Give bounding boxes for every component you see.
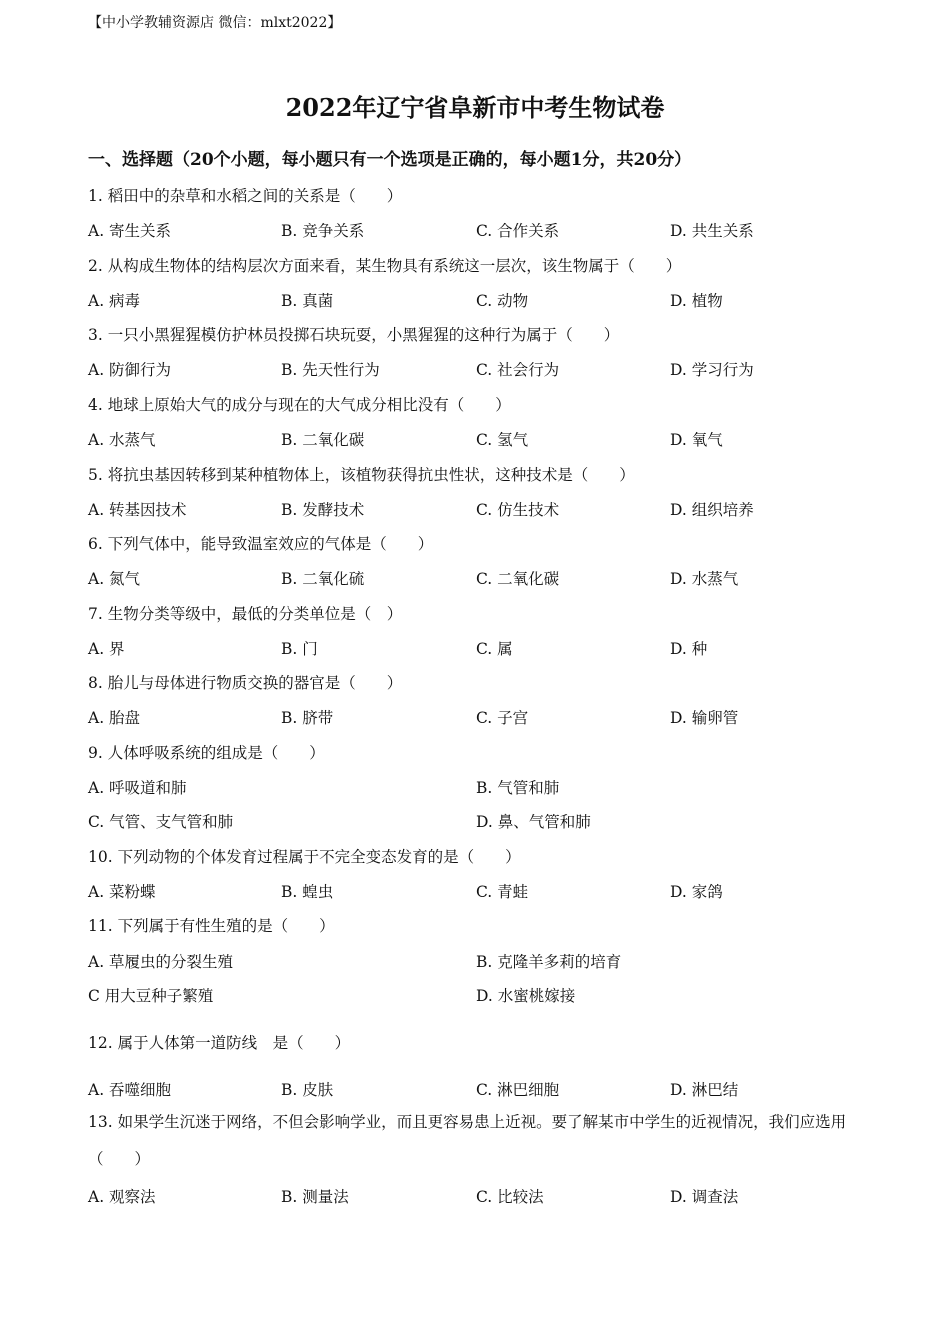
option-a: A. 防御行为 — [88, 361, 172, 379]
option-b: B. 蝗虫 — [281, 883, 334, 901]
option-c: C. 青蛙 — [476, 883, 529, 901]
option-d: D. 氧气 — [670, 431, 723, 449]
option-d: D. 植物 — [670, 292, 723, 310]
option-d: D. 家鸽 — [670, 883, 723, 901]
option-a: A. 氮气 — [88, 570, 141, 588]
question-stem: 2. 从构成生物体的结构层次方面来看，某生物具有系统这一层次，该生物属于（ ） — [88, 257, 682, 275]
option-c: C. 属 — [476, 640, 513, 658]
option-c: C. 合作关系 — [476, 222, 560, 240]
option-c: C. 动物 — [476, 292, 529, 310]
option-a: A. 观察法 — [88, 1188, 156, 1206]
option-a: A. 胎盘 — [88, 709, 141, 727]
page-title: 2022年辽宁省阜新市中考生物试卷 — [285, 93, 665, 122]
option-b: B. 气管和肺 — [476, 779, 560, 797]
option-c: C. 子宫 — [476, 709, 529, 727]
option-c: C 用大豆种子繁殖 — [88, 987, 214, 1005]
question-stem: 3. 一只小黑猩猩模仿护林员投掷石块玩耍，小黑猩猩的这种行为属于（ ） — [88, 326, 620, 344]
option-a: A. 草履虫的分裂生殖 — [88, 953, 234, 971]
option-a: A. 菜粉蝶 — [88, 883, 156, 901]
option-d: D. 鼻、气管和肺 — [476, 813, 591, 831]
option-c: C. 二氧化碳 — [476, 570, 560, 588]
question-stem: 13. 如果学生沉迷于网络，不但会影响学业，而且更容易患上近视。要了解某市中学生的近视情况，我们应选用（ ） — [88, 1113, 847, 1168]
question-stem: 5. 将抗虫基因转移到某种植物体上，该植物获得抗虫性状，这种技术是（ ） — [88, 466, 635, 484]
option-b: B. 门 — [281, 640, 318, 658]
option-d: D. 种 — [670, 640, 708, 658]
option-c: C. 比较法 — [476, 1188, 544, 1206]
option-d: D. 调查法 — [670, 1188, 739, 1206]
option-a: A. 吞噬细胞 — [88, 1081, 172, 1099]
option-a: A. 界 — [88, 640, 125, 658]
option-b: B. 二氧化硫 — [281, 570, 365, 588]
option-d: D. 学习行为 — [670, 361, 754, 379]
header-note: 【中小学教辅资源店 微信：mlxt2022】 — [88, 15, 342, 31]
question-stem: 1. 稻田中的杂草和水稻之间的关系是（ ） — [88, 187, 403, 205]
option-d: D. 水蒸气 — [670, 570, 739, 588]
option-c: C. 氢气 — [476, 431, 529, 449]
question-stem: 12. 属于人体第一道防线 是（ ） — [88, 1034, 351, 1052]
option-d: D. 水蜜桃嫁接 — [476, 987, 576, 1005]
option-c: C. 淋巴细胞 — [476, 1081, 560, 1099]
option-b: B. 发酵技术 — [281, 501, 365, 519]
option-b: B. 先天性行为 — [281, 361, 380, 379]
question-stem: 8. 胎儿与母体进行物质交换的器官是（ ） — [88, 674, 403, 692]
question-stem: 11. 下列属于有性生殖的是（ ） — [88, 917, 335, 935]
option-c: C. 气管、支气管和肺 — [88, 813, 234, 831]
option-c: C. 社会行为 — [476, 361, 560, 379]
option-c: C. 仿生技术 — [476, 501, 560, 519]
option-b: B. 皮肤 — [281, 1081, 334, 1099]
question-stem: 4. 地球上原始大气的成分与现在的大气成分相比没有（ ） — [88, 396, 511, 414]
option-b: B. 脐带 — [281, 709, 334, 727]
section-heading: 一、选择题（20个小题，每小题只有一个选项是正确的，每小题1分，共20分） — [88, 150, 692, 170]
question-stem: 10. 下列动物的个体发育过程属于不完全变态发育的是（ ） — [88, 848, 521, 866]
option-d: D. 输卵管 — [670, 709, 739, 727]
question-stem: 7. 生物分类等级中，最低的分类单位是（ ） — [88, 605, 403, 623]
option-b: B. 克隆羊多莉的培育 — [476, 953, 622, 971]
option-d: D. 组织培养 — [670, 501, 754, 519]
question-stem: 9. 人体呼吸系统的组成是（ ） — [88, 744, 325, 762]
option-b: B. 竞争关系 — [281, 222, 365, 240]
option-a: A. 水蒸气 — [88, 431, 156, 449]
option-a: A. 病毒 — [88, 292, 141, 310]
option-d: D. 共生关系 — [670, 222, 754, 240]
option-a: A. 呼吸道和肺 — [88, 779, 187, 797]
option-b: B. 二氧化碳 — [281, 431, 365, 449]
option-b: B. 测量法 — [281, 1188, 349, 1206]
option-d: D. 淋巴结 — [670, 1081, 739, 1099]
option-a: A. 寄生关系 — [88, 222, 172, 240]
question-stem: 6. 下列气体中，能导致温室效应的气体是（ ） — [88, 535, 434, 553]
option-a: A. 转基因技术 — [88, 501, 187, 519]
option-b: B. 真菌 — [281, 292, 334, 310]
